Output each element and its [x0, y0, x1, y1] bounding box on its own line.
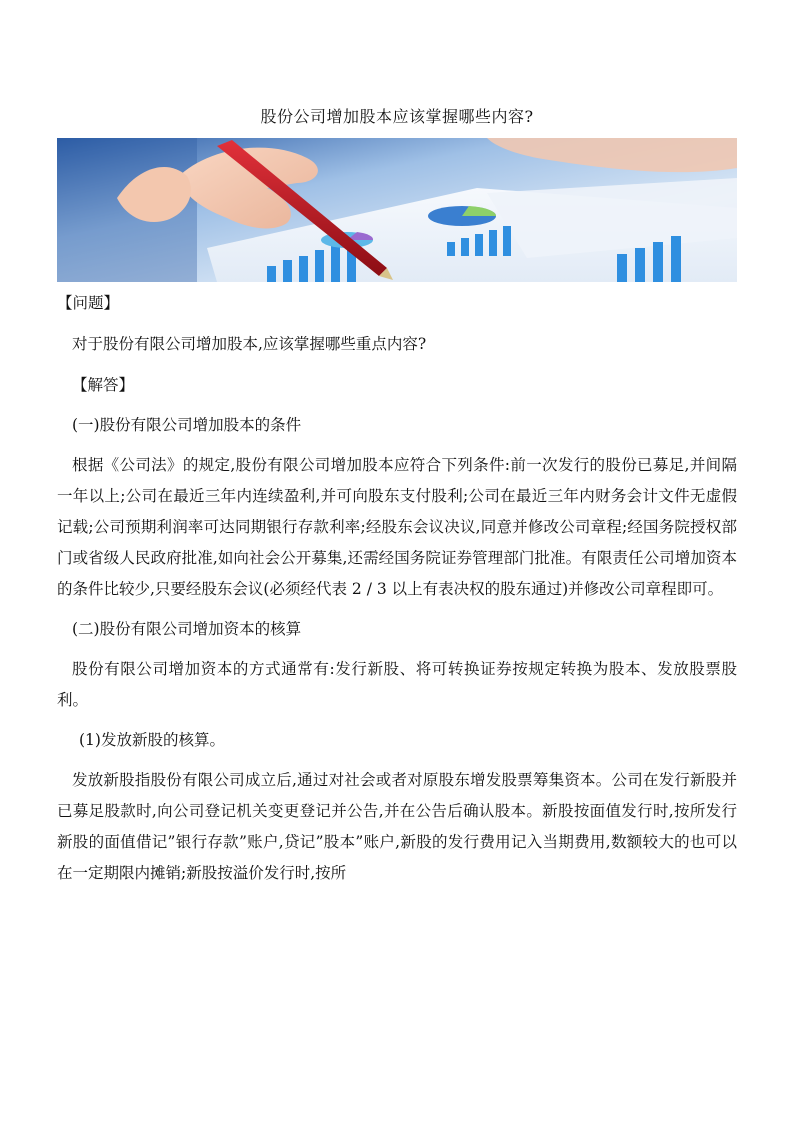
- paragraph-2: 股份有限公司增加资本的方式通常有:发行新股、将可转换证券按规定转换为股本、发放股票股利。: [57, 660, 737, 709]
- section-heading-1: (一)股份有限公司增加股本的条件: [72, 416, 302, 434]
- section-heading-2: (二)股份有限公司增加资本的核算: [72, 620, 302, 638]
- paragraph-3: 发放新股指股份有限公司成立后,通过对社会或者对原股东增发股票筹集资本。公司在发行新股并已募足股款时,向公司登记机关变更登记并公告,并在公告后确认股本。新股按面值发行时,按所发行新股的面值借记”银行存款”账户,贷记”股本”账户,新股的发行费用记入当期费用,数额较大的也可以在一定期限内摊销;新股按溢价发行时,按所: [57, 771, 737, 882]
- paragraph-1: 根据《公司法》的规定,股份有限公司增加股本应符合下列条件:前一次发行的股份已募足,并间隔一年以上;公司在最近三年内连续盈利,并可向股东支付股利;公司在最近三年内财务会计文件无虚假记载;公司预期利润率可达同期银行存款利率;经股东会议决议,同意并修改公司章程;经国务院授权部门或省级人民政府批准,如向社会公开募集,还需经国务院证券管理部门批准。有限责任公司增加资本的条件比较少,只要经股东会议(必须经代表 2 / 3 以上有表决权的股东通过)并修改公司章程即可。: [57, 456, 737, 598]
- banner-image: [57, 138, 737, 282]
- subsection-heading-1: (1)发放新股的核算。: [79, 731, 225, 749]
- answer-label: 【解答】: [72, 376, 135, 394]
- question-text: 对于股份有限公司增加股本,应该掌握哪些重点内容?: [72, 335, 427, 353]
- document-title: 股份公司增加股本应该掌握哪些内容?: [260, 107, 534, 126]
- question-label: 【问题】: [57, 294, 120, 312]
- document-body: [57, 288, 737, 889]
